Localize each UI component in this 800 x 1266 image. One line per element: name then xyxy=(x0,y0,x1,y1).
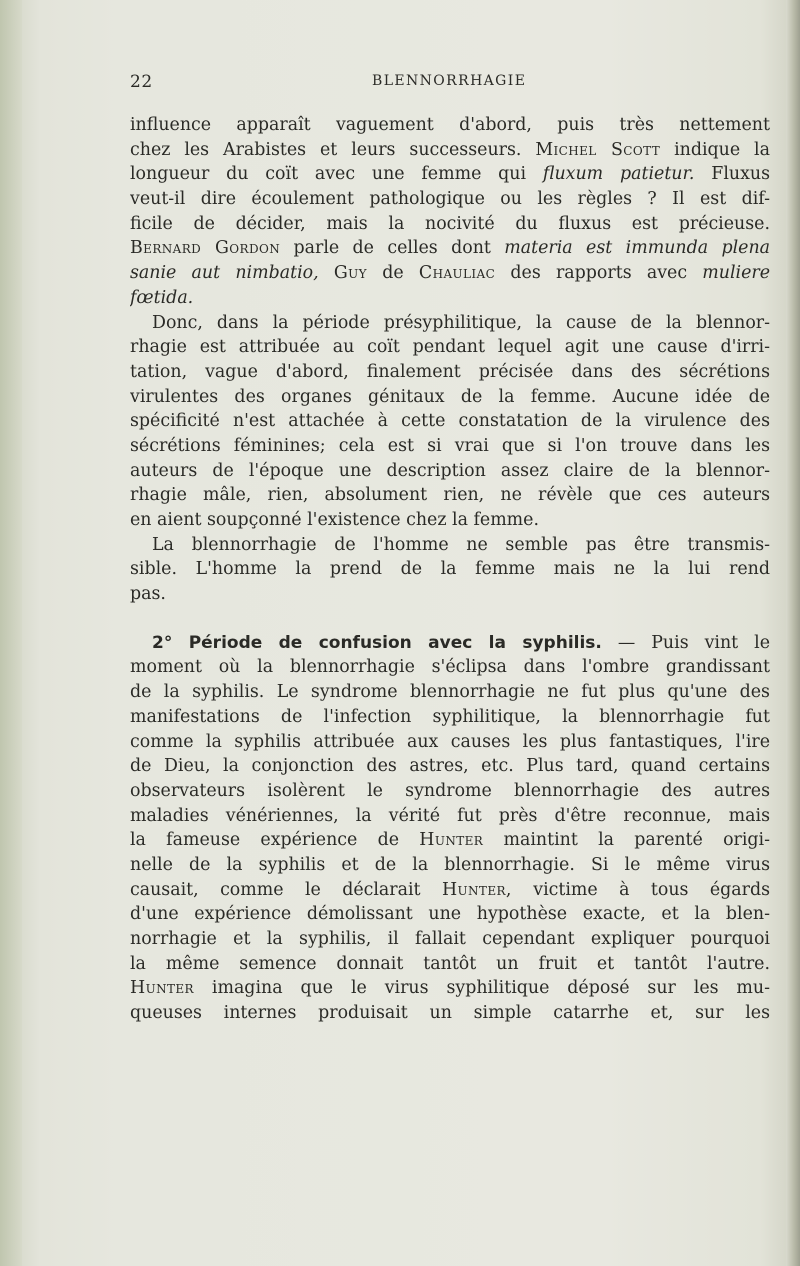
running-head xyxy=(130,72,770,96)
text-line: manifestations de l'infection syphilitique, la blennorrhagie fut xyxy=(130,706,770,727)
text-line xyxy=(130,286,770,311)
text-line: veut-il dire écoulement pathologique ou les règles ? Il est dif- xyxy=(130,189,770,210)
text-line: de Dieu, la conjonction des astres, etc. Plus tard, quand certains xyxy=(130,756,770,777)
author-name: Chauliac xyxy=(418,263,496,284)
latin-phrase: fœtida. xyxy=(130,287,194,308)
text-line: en aient soupçonné l'existence chez la femme. xyxy=(130,510,539,530)
text-line: de la syphilis. Le syndrome blennorrhagie ne fut plus qu'une des xyxy=(130,682,770,703)
text-line: spécificité n'est attachée à cette constatation de la virulence des xyxy=(130,411,770,432)
text-line: pas. xyxy=(130,584,166,605)
author-name: Hunter, xyxy=(441,879,512,900)
text-line: nelle de la syphilis et de la blennorrhagie. Si le même virus xyxy=(130,854,770,875)
text-line: rhagie est attribuée au coït pendant lequel agit une cause d'irri- xyxy=(130,337,770,358)
section-heading: 2° Période de confusion avec la syphilis. xyxy=(152,632,602,653)
text-line: rhagie mâle, rien, absolument rien, ne révèle que ces auteurs xyxy=(130,485,770,506)
author-name: Hunter xyxy=(130,978,194,999)
text-line: comme la syphilis attribuée aux causes les plus fantastiques, l'ire xyxy=(130,731,770,752)
latin-phrase: sanie aut nimbatio, xyxy=(130,263,319,284)
author-name: Hunter xyxy=(419,830,484,851)
text-line: chez les Arabistes et leurs successeurs. Michel Scott indique la xyxy=(130,139,770,160)
page-number: 22 xyxy=(130,72,153,92)
running-title: BLENNORRHAGIE xyxy=(372,73,527,89)
text-line: Bernard Gordon parle de celles dont materia est immunda plena xyxy=(130,238,770,259)
body-text xyxy=(130,113,770,1026)
latin-phrase: muliere xyxy=(702,263,770,284)
text-line: norrhagie et la syphilis, il fallait cependant expliquer pourquoi xyxy=(130,929,770,949)
text-line: longueur du coït avec une femme qui fluxum patietur. Fluxus xyxy=(130,164,770,185)
author-name: Bernard Gordon xyxy=(130,238,281,259)
paragraph-3 xyxy=(130,533,770,607)
text-line: auteurs de l'époque une description assez claire de la blennor- xyxy=(130,460,770,481)
latin-phrase: fluxum patietur. xyxy=(542,164,695,185)
section-gap xyxy=(130,607,770,631)
text-line: La blennorrhagie de l'homme ne semble pas être transmis- xyxy=(152,534,770,555)
text-line: la même semence donnait tantôt un fruit et tantôt l'autre. xyxy=(130,953,770,974)
text-line: tation, vague d'abord, finalement précisée dans des sécrétions xyxy=(130,361,770,382)
text-line: Hunter imagina que le virus syphilitique déposé sur les mu- xyxy=(130,978,770,999)
text-line: moment où la blennorrhagie s'éclipsa dans l'ombre grandissant xyxy=(130,657,770,678)
text-line: observateurs isolèrent le syndrome blennorrhagie des autres xyxy=(130,780,770,801)
text-line: 2° Période de confusion avec la syphilis. — Puis vint le xyxy=(152,632,770,653)
latin-phrase: materia est immunda plena xyxy=(504,238,770,259)
text-line: sécrétions féminines; cela est si vrai que si l'on trouve dans les xyxy=(130,435,770,456)
text-line: queuses internes produisait un simple catarrhe et, sur les xyxy=(130,1003,770,1024)
paragraph-2 xyxy=(130,311,770,533)
text-line: causait, comme le déclarait Hunter, victime à tous égards xyxy=(130,879,770,900)
paragraph-1 xyxy=(130,113,770,311)
author-name: Guy xyxy=(333,263,367,284)
text-line: sible. L'homme la prend de la femme mais ne la lui rend xyxy=(130,559,770,580)
author-name: Michel Scott xyxy=(535,139,661,160)
text-line: virulentes des organes génitaux de la femme. Aucune idée de xyxy=(130,386,770,407)
text-line: maladies vénériennes, la vérité fut près d'être reconnue, mais xyxy=(130,805,770,826)
text-line: la fameuse expérience de Hunter maintint la parenté origi- xyxy=(130,830,770,851)
text-line: Donc, dans la période présyphilitique, la cause de la blennor- xyxy=(152,312,770,333)
page-gutter xyxy=(0,0,22,1266)
section-2 xyxy=(130,631,770,1026)
page-edge-shadow xyxy=(786,0,800,1266)
text-line: ficile de décider, mais la nocivité du fluxus est précieuse. xyxy=(130,213,770,234)
text-line: influence apparaît vaguement d'abord, puis très nettement xyxy=(130,115,770,135)
text-line: sanie aut nimbatio, Guy de Chauliac des rapports avec muliere xyxy=(130,263,770,284)
text-line: d'une expérience démolissant une hypothèse exacte, et la blen- xyxy=(130,904,770,925)
